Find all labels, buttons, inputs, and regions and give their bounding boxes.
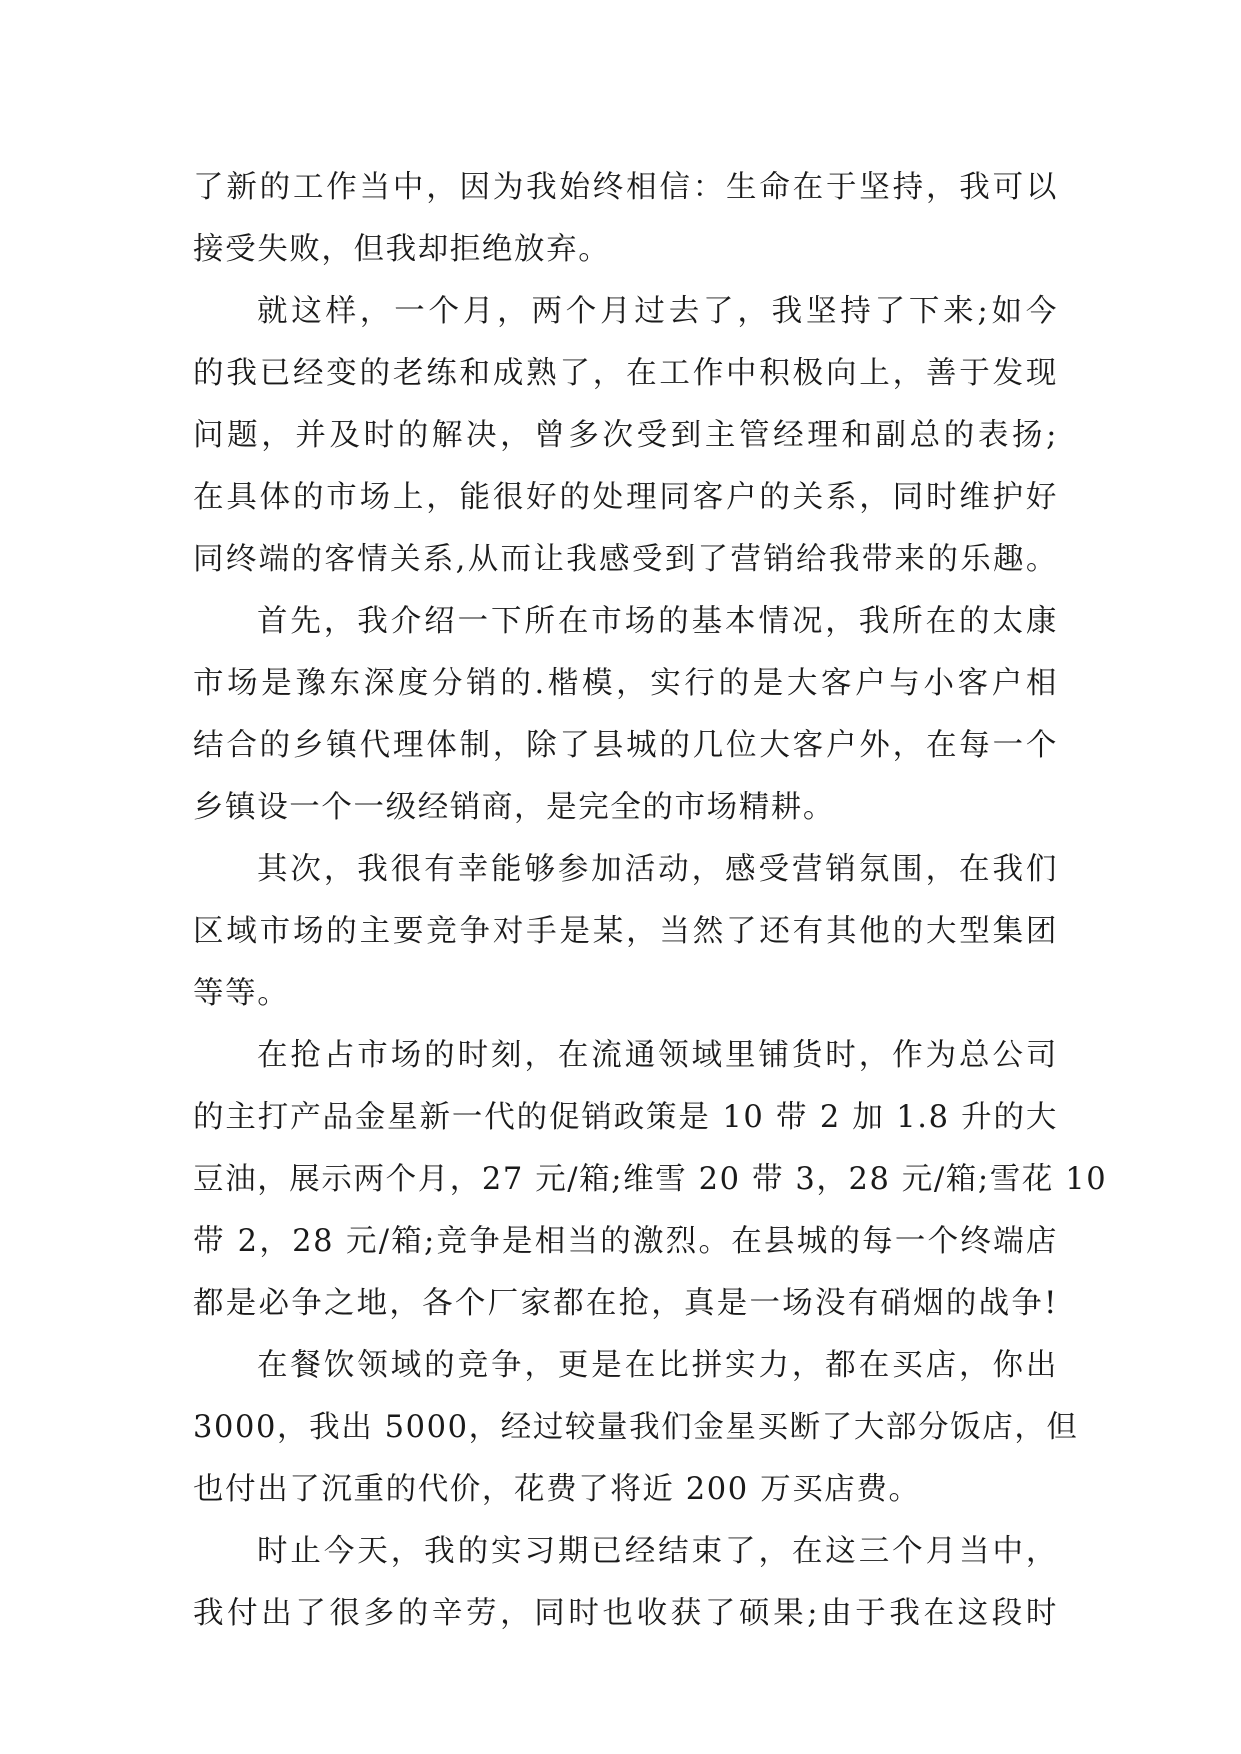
- text-line: 3000，我出 5000，经过较量我们金星买断了大部分饭店，但: [193, 1410, 1079, 1445]
- text-line: 的主打产品金星新一代的促销政策是 10 带 2 加 1.8 升的大: [193, 1100, 1058, 1135]
- text-line: 我付出了很多的辛劳，同时也收获了硕果;由于我在这段时: [193, 1596, 1058, 1631]
- paragraph-first-line: 就这样，一个月，两个月过去了，我坚持了下来;如今: [257, 294, 1058, 329]
- text-line: 同终端的客情关系,从而让我感受到了营销给我带来的乐趣。: [193, 542, 1058, 577]
- paragraph-first-line: 在抢占市场的时刻，在流通领域里铺货时，作为总公司: [257, 1038, 1058, 1073]
- paragraph-first-line: 首先，我介绍一下所在市场的基本情况，我所在的太康: [257, 604, 1058, 639]
- text-line: 结合的乡镇代理体制，除了县城的几位大客户外，在每一个: [193, 728, 1058, 763]
- text-line: 在具体的市场上，能很好的处理同客户的关系，同时维护好: [193, 480, 1058, 515]
- text-line: 了新的工作当中，因为我始终相信：生命在于坚持，我可以: [193, 170, 1058, 205]
- text-line: 市场是豫东深度分销的.楷模，实行的是大客户与小客户相: [193, 666, 1058, 701]
- paragraph-first-line: 在餐饮领域的竞争，更是在比拼实力，都在买店，你出: [257, 1348, 1058, 1383]
- paragraph-first-line: 时止今天，我的实习期已经结束了，在这三个月当中，: [257, 1534, 1058, 1569]
- paragraph-first-line: 其次，我很有幸能够参加活动，感受营销氛围，在我们: [257, 852, 1058, 887]
- document-body: [193, 157, 1108, 1645]
- text-line: 的我已经变的老练和成熟了，在工作中积极向上，善于发现: [193, 356, 1058, 391]
- text-line: 问题，并及时的解决，曾多次受到主管经理和副总的表扬;: [193, 418, 1058, 453]
- text-line: 乡镇设一个一级经销商，是完全的市场精耕。: [193, 790, 835, 825]
- text-line: 也付出了沉重的代价，花费了将近 200 万买店费。: [193, 1472, 921, 1507]
- text-line: 区域市场的主要竞争对手是某，当然了还有其他的大型集团: [193, 914, 1058, 949]
- text-line: 接受失败，但我却拒绝放弃。: [193, 232, 611, 267]
- text-line: 豆油，展示两个月，27 元/箱;维雪 20 带 3，28 元/箱;雪花 10: [193, 1162, 1108, 1197]
- text-line: 等等。: [193, 976, 290, 1011]
- text-line: 都是必争之地，各个厂家都在抢，真是一场没有硝烟的战争!: [193, 1286, 1058, 1321]
- text-line: 带 2，28 元/箱;竞争是相当的激烈。在县城的每一个终端店: [193, 1224, 1058, 1259]
